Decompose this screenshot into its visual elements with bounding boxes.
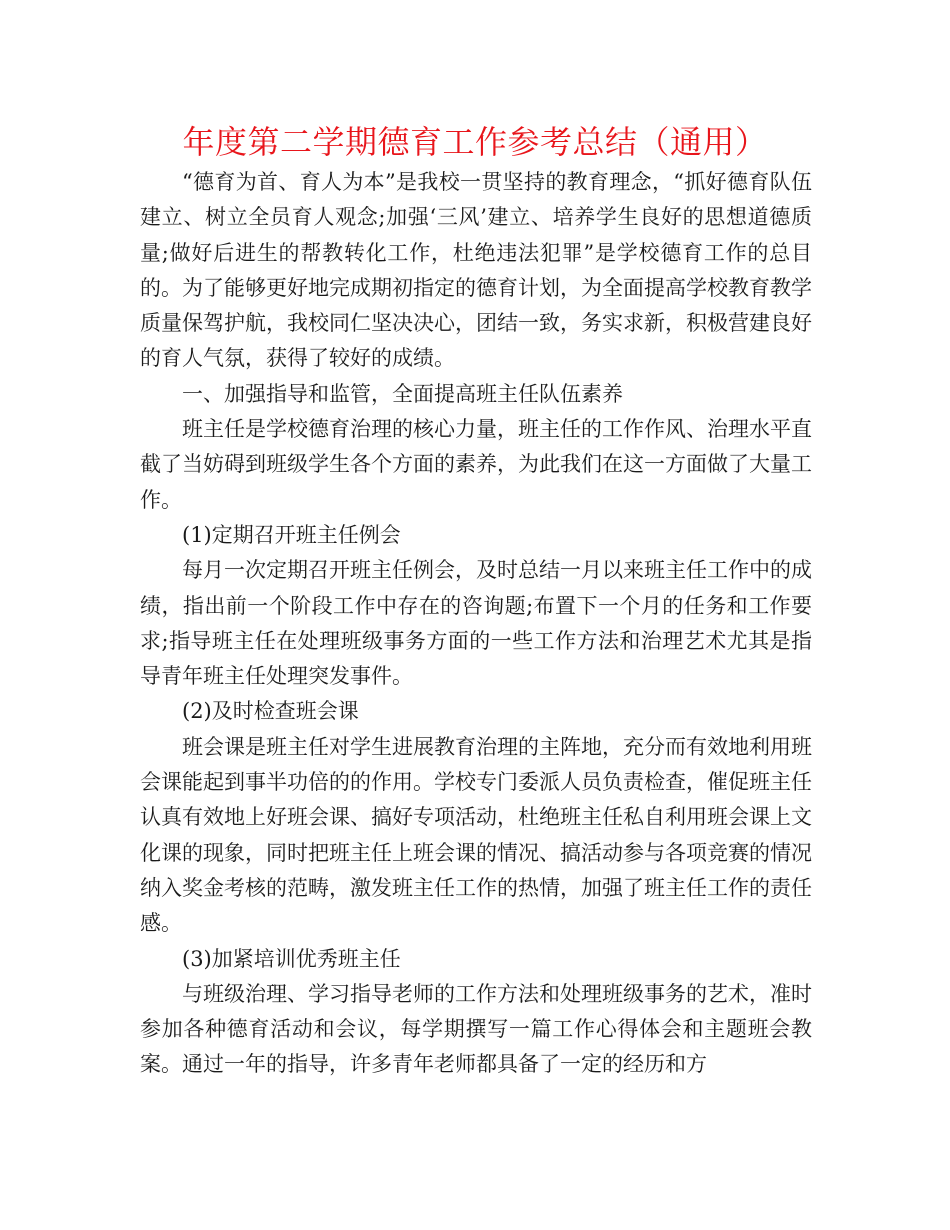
paragraph-subsection-3: 与班级治理、学习指导老师的工作方法和处理班级事务的艺术，准时参加各种德育活动和会议，每学期撰写一篇工作心得体会和主题班会教案。通过一年的指导，许多青年老师都具备了一定的经历和方 — [140, 981, 812, 1077]
paragraph-subsection-2: 班会课是班主任对学生进展教育治理的主阵地，充分而有效地利用班会课能起到事半功倍的的作用。学校专门委派人员负责检查，催促班主任认真有效地上好班会课、搞好专项活动，杜绝班主任私自利用班会课上文化课的现象，同时把班主任上班会课的情况、搞活动参与各项竞赛的情况纳入奖金考核的范畴，激发班主任工作的热情，加强了班主任工作的责任感。 — [140, 734, 812, 936]
document-body — [140, 165, 812, 1083]
subheading-2: (2)及时检查班会课 — [182, 699, 359, 724]
document-title: 年度第二学期德育工作参考总结（通用） — [182, 123, 768, 161]
paragraph-subsection-1: 每月一次定期召开班主任例会，及时总结一月以来班主任工作中的成绩，指出前一个阶段工作中存在的咨询题;布置下一个月的任务和工作要求;指导班主任在处理班级事务方面的一些工作方法和治理艺术尤其是指导青年班主任处理突发事件。 — [140, 558, 812, 689]
subheading-1: (1)定期召开班主任例会 — [182, 522, 401, 547]
paragraph-intro: “德育为首、育人为本”是我校一贯坚持的教育理念，“抓好德育队伍建立、树立全员育人观念;加强‘三风’建立、培养学生良好的思想道德质量;做好后进生的帮教转化工作，杜绝违法犯罪”是学校德育工作的总目的。为了能够更好地完成期初指定的德育计划，为全面提高学校教育教学质量保驾护航，我校同仁坚决决心，团结一致，务实求新，积极营建良好的育人气氛，获得了较好的成绩。 — [140, 170, 812, 371]
paragraph-section-1: 班主任是学校德育治理的核心力量，班主任的工作作风、治理水平直截了当妨碍到班级学生各个方面的素养，为此我们在这一方面做了大量工作。 — [140, 417, 812, 512]
subheading-3: (3)加紧培训优秀班主任 — [182, 946, 401, 971]
section-heading-1: 一、加强指导和监管，全面提高班主任队伍素养 — [182, 381, 623, 406]
